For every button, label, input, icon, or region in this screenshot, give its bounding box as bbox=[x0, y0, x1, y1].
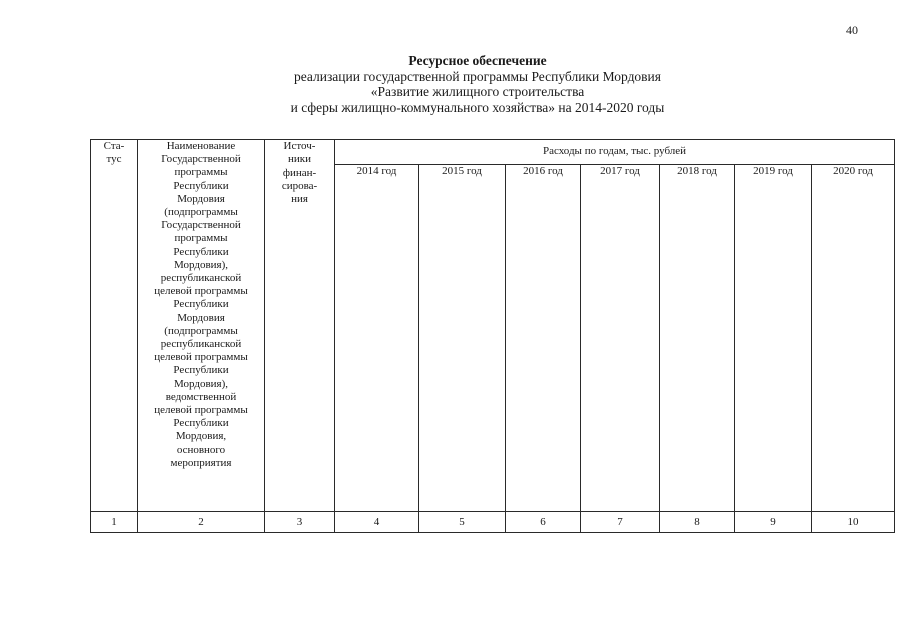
header-funding-source: Источ- ники финан- сирова- ния bbox=[265, 140, 335, 512]
title-line-program: реализации государственной программы Республики Мордовия bbox=[294, 68, 661, 84]
page-number: 40 bbox=[846, 23, 858, 37]
column-number: 5 bbox=[419, 512, 506, 533]
column-number: 7 bbox=[581, 512, 660, 533]
header-year-2017: 2017 год bbox=[581, 165, 660, 512]
column-number: 9 bbox=[735, 512, 812, 533]
document-title bbox=[0, 53, 905, 115]
title-line-period: и сферы жилищно-коммунального хозяйства» на 2014-2020 годы bbox=[290, 99, 665, 115]
column-number: 3 bbox=[265, 512, 335, 533]
header-year-2020: 2020 год bbox=[812, 165, 895, 512]
header-year-2016: 2016 год bbox=[506, 165, 581, 512]
header-year-2018: 2018 год bbox=[660, 165, 735, 512]
column-number: 1 bbox=[91, 512, 138, 533]
resource-table bbox=[90, 139, 895, 533]
title-heading: Ресурсное обеспечение bbox=[408, 53, 547, 68]
title-line-development: «Развитие жилищного строительства bbox=[370, 84, 585, 99]
header-row bbox=[91, 140, 895, 165]
header-spending-by-year: Расходы по годам, тыс. рублей bbox=[335, 140, 895, 165]
column-number: 6 bbox=[506, 512, 581, 533]
header-year-2019: 2019 год bbox=[735, 165, 812, 512]
column-number: 2 bbox=[138, 512, 265, 533]
header-year-2015: 2015 год bbox=[419, 165, 506, 512]
column-number: 4 bbox=[335, 512, 419, 533]
header-year-2014: 2014 год bbox=[335, 165, 419, 512]
column-number-row bbox=[91, 512, 895, 533]
header-name: Наименование Государственной программы Республики Мордовия (подпрограммы Государственной программы Республики Мордовия), республиканской целевой программы Республики Мордовия (подпрограммы республиканской целевой программы Республики Мордовия), ведомственной целевой программы Республики Мордовия, основного мероприятия bbox=[138, 140, 265, 512]
column-number: 10 bbox=[812, 512, 895, 533]
header-status: Ста- тус bbox=[91, 140, 138, 512]
column-number: 8 bbox=[660, 512, 735, 533]
